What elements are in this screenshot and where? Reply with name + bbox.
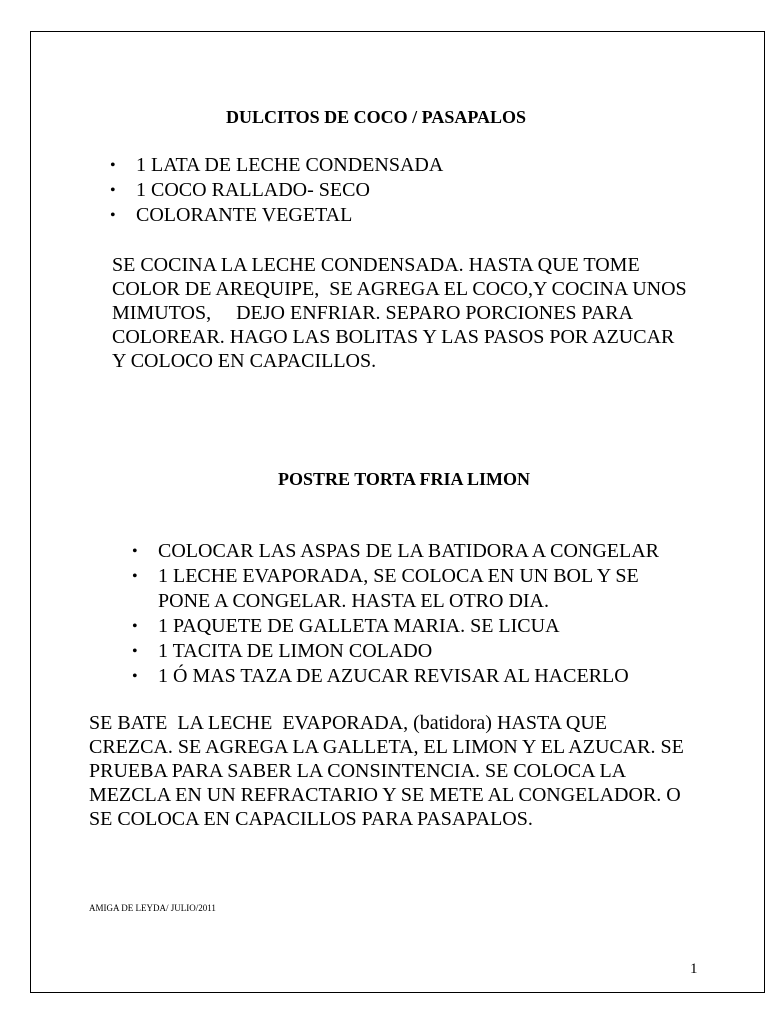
recipe-2-title: POSTRE TORTA FRIA LIMON	[278, 469, 530, 489]
recipe-1-title: DULCITOS DE COCO / PASAPALOS	[225, 107, 527, 127]
list-item	[110, 203, 443, 228]
ingredient-text: 1 TACITA DE LIMON COLADO	[158, 640, 433, 662]
list-item	[132, 564, 732, 614]
ingredient-text: 1 COCO RALLADO- SECO	[136, 179, 370, 201]
instruction-line: CREZCA. SE AGREGA LA GALLETA, EL LIMON Y EL AZUCAR. SE	[89, 736, 684, 758]
instruction-line: Y COLOCO EN CAPACILLOS.	[112, 350, 377, 372]
recipe-1-instructions	[112, 253, 687, 373]
instruction-line: SE BATE LA LECHE EVAPORADA, (batidora) HASTA QUE	[89, 712, 608, 734]
bullet-icon: •	[110, 207, 116, 224]
page-number: 1	[690, 961, 698, 977]
list-item	[132, 664, 732, 689]
instruction-line: MEZCLA EN UN REFRACTARIO Y SE METE AL CONGELADOR. O	[89, 784, 681, 806]
list-item	[132, 539, 732, 564]
recipe-2-instructions	[89, 711, 684, 831]
instruction-line: MIMUTOS, DEJO ENFRIAR. SEPARO PORCIONES PARA	[112, 302, 634, 324]
list-item	[132, 639, 732, 664]
recipe-1-ingredients-list	[110, 153, 443, 228]
ingredient-text-continued: PONE A CONGELAR. HASTA EL OTRO DIA.	[158, 590, 549, 612]
bullet-icon: •	[110, 157, 116, 174]
bullet-icon: •	[132, 618, 138, 635]
ingredient-text: 1 LECHE EVAPORADA, SE COLOCA EN UN BOL Y SE	[158, 565, 639, 587]
ingredient-text: COLORANTE VEGETAL	[136, 204, 353, 226]
footer-note: AMIGA DE LEYDA/ JULIO/2011	[89, 903, 216, 913]
list-item	[110, 178, 443, 203]
instruction-line: COLOREAR. HAGO LAS BOLITAS Y LAS PASOS POR AZUCAR	[112, 326, 675, 348]
bullet-icon: •	[110, 182, 116, 199]
list-item	[132, 614, 732, 639]
list-item	[110, 153, 443, 178]
instruction-line: PRUEBA PARA SABER LA CONSINTENCIA. SE COLOCA LA	[89, 760, 627, 782]
ingredient-text: COLOCAR LAS ASPAS DE LA BATIDORA A CONGELAR	[158, 540, 660, 562]
bullet-icon: •	[132, 543, 138, 560]
ingredient-text: 1 LATA DE LECHE CONDENSADA	[136, 154, 444, 176]
bullet-icon: •	[132, 568, 138, 585]
ingredient-text: 1 Ó MAS TAZA DE AZUCAR REVISAR AL HACERLO	[158, 665, 629, 687]
instruction-line: COLOR DE AREQUIPE, SE AGREGA EL COCO,Y COCINA UNOS	[112, 278, 687, 300]
bullet-icon: •	[132, 643, 138, 660]
ingredient-text: 1 PAQUETE DE GALLETA MARIA. SE LICUA	[158, 615, 560, 637]
instruction-line: SE COLOCA EN CAPACILLOS PARA PASAPALOS.	[89, 808, 533, 830]
instruction-line: SE COCINA LA LECHE CONDENSADA. HASTA QUE TOME	[112, 254, 640, 276]
bullet-icon: •	[132, 668, 138, 685]
recipe-2-ingredients-list	[132, 539, 732, 689]
